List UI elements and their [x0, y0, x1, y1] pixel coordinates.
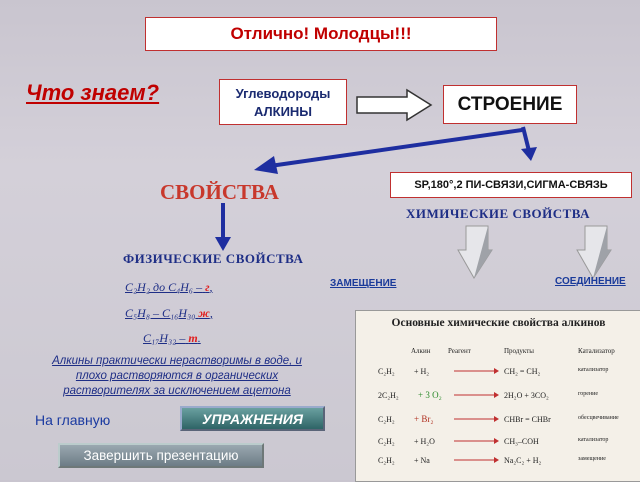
down-arrow-icon: [213, 203, 233, 253]
chemical-properties-table: [355, 310, 640, 482]
physical-properties-heading: ФИЗИЧЕСКИЕ СВОЙСТВА: [123, 251, 304, 266]
table-header: Алкин: [411, 347, 431, 355]
chemical-properties-heading: ХИМИЧЕСКИЕ СВОЙСТВА: [406, 206, 591, 221]
formula-gas: C₂H₂ до C₄H₆ – г,: [125, 280, 213, 294]
table-cell: обесцвечивание: [578, 415, 619, 421]
substitution-link[interactable]: ЗАМЕЩЕНИЕ: [330, 278, 397, 289]
table-header: Продукты: [504, 347, 534, 355]
table-cell: катализатор: [578, 367, 609, 373]
table-cell: C₂H₂: [378, 456, 395, 465]
hydrocarbons-box[interactable]: [219, 79, 347, 125]
properties-heading: СВОЙСТВА: [160, 180, 279, 204]
table-cell: CH₂ = CH₂: [504, 367, 541, 376]
table-cell: + Na: [414, 456, 430, 465]
table-cell: 2H₂O + 3CO₂: [504, 391, 549, 400]
formula-solid: C₁₇H₃₂ – т.: [143, 331, 201, 345]
table-cell: + Br₂: [414, 414, 434, 424]
finish-presentation-button[interactable]: Завершить презентацию: [58, 443, 264, 468]
right-arrow-icon: [355, 88, 435, 122]
alkynes-label: АЛКИНЫ: [253, 104, 313, 119]
exercises-button[interactable]: УПРАЖНЕНИЯ: [180, 406, 325, 431]
table-cell: горение: [578, 391, 599, 397]
table-title: Основные химические свойства алкинов: [391, 317, 606, 329]
structure-details-box: [390, 172, 632, 198]
hydrocarbons-label: Углеводороды: [235, 86, 331, 101]
table-cell: + 3 O₂: [418, 390, 442, 400]
down-arrow-3d-icon: [454, 222, 494, 280]
table-cell: 2C₂H₂: [378, 391, 399, 400]
table-cell: CHBr = CHBr: [504, 415, 551, 424]
table-cell: + H₂O: [414, 437, 435, 446]
reaction-arrows-icon: [454, 363, 499, 473]
formula-liquid: C₅H₈ – C₁₆H₃₀ ж,: [125, 306, 213, 320]
table-cell: катализатор: [578, 437, 609, 443]
table-cell: C₂H₂: [378, 437, 395, 446]
addition-link[interactable]: СОЕДИНЕНИЕ: [555, 276, 626, 287]
table-header: Катализатор: [578, 347, 615, 355]
to-main-link[interactable]: На главную: [35, 412, 111, 428]
structure-box[interactable]: [443, 85, 577, 124]
table-cell: C₂H₂: [378, 367, 395, 376]
solubility-note: Алкины практически нерастворимы в воде, и плохо растворяются в органических растворителях за исключением ацетона: [52, 355, 302, 397]
table-cell: + H₂: [414, 367, 430, 376]
table-cell: замещение: [578, 456, 606, 462]
table-cell: C₂H₂: [378, 415, 395, 424]
structure-details: SP,180°,2 ПИ-СВЯЗИ,СИГМА-СВЯЗЬ: [414, 179, 608, 191]
structure-label: СТРОЕНИЕ: [457, 93, 563, 115]
page-title: Отлично! Молодцы!!!: [230, 24, 412, 43]
table-header: Реагент: [448, 347, 471, 355]
title-box: [145, 17, 497, 51]
table-cell: Na₂C₂ + H₂: [504, 456, 542, 465]
what-we-know-heading: Что знаем?: [26, 80, 160, 105]
down-arrow-3d-icon: [573, 222, 613, 280]
table-cell: CH₃–COH: [504, 437, 539, 446]
